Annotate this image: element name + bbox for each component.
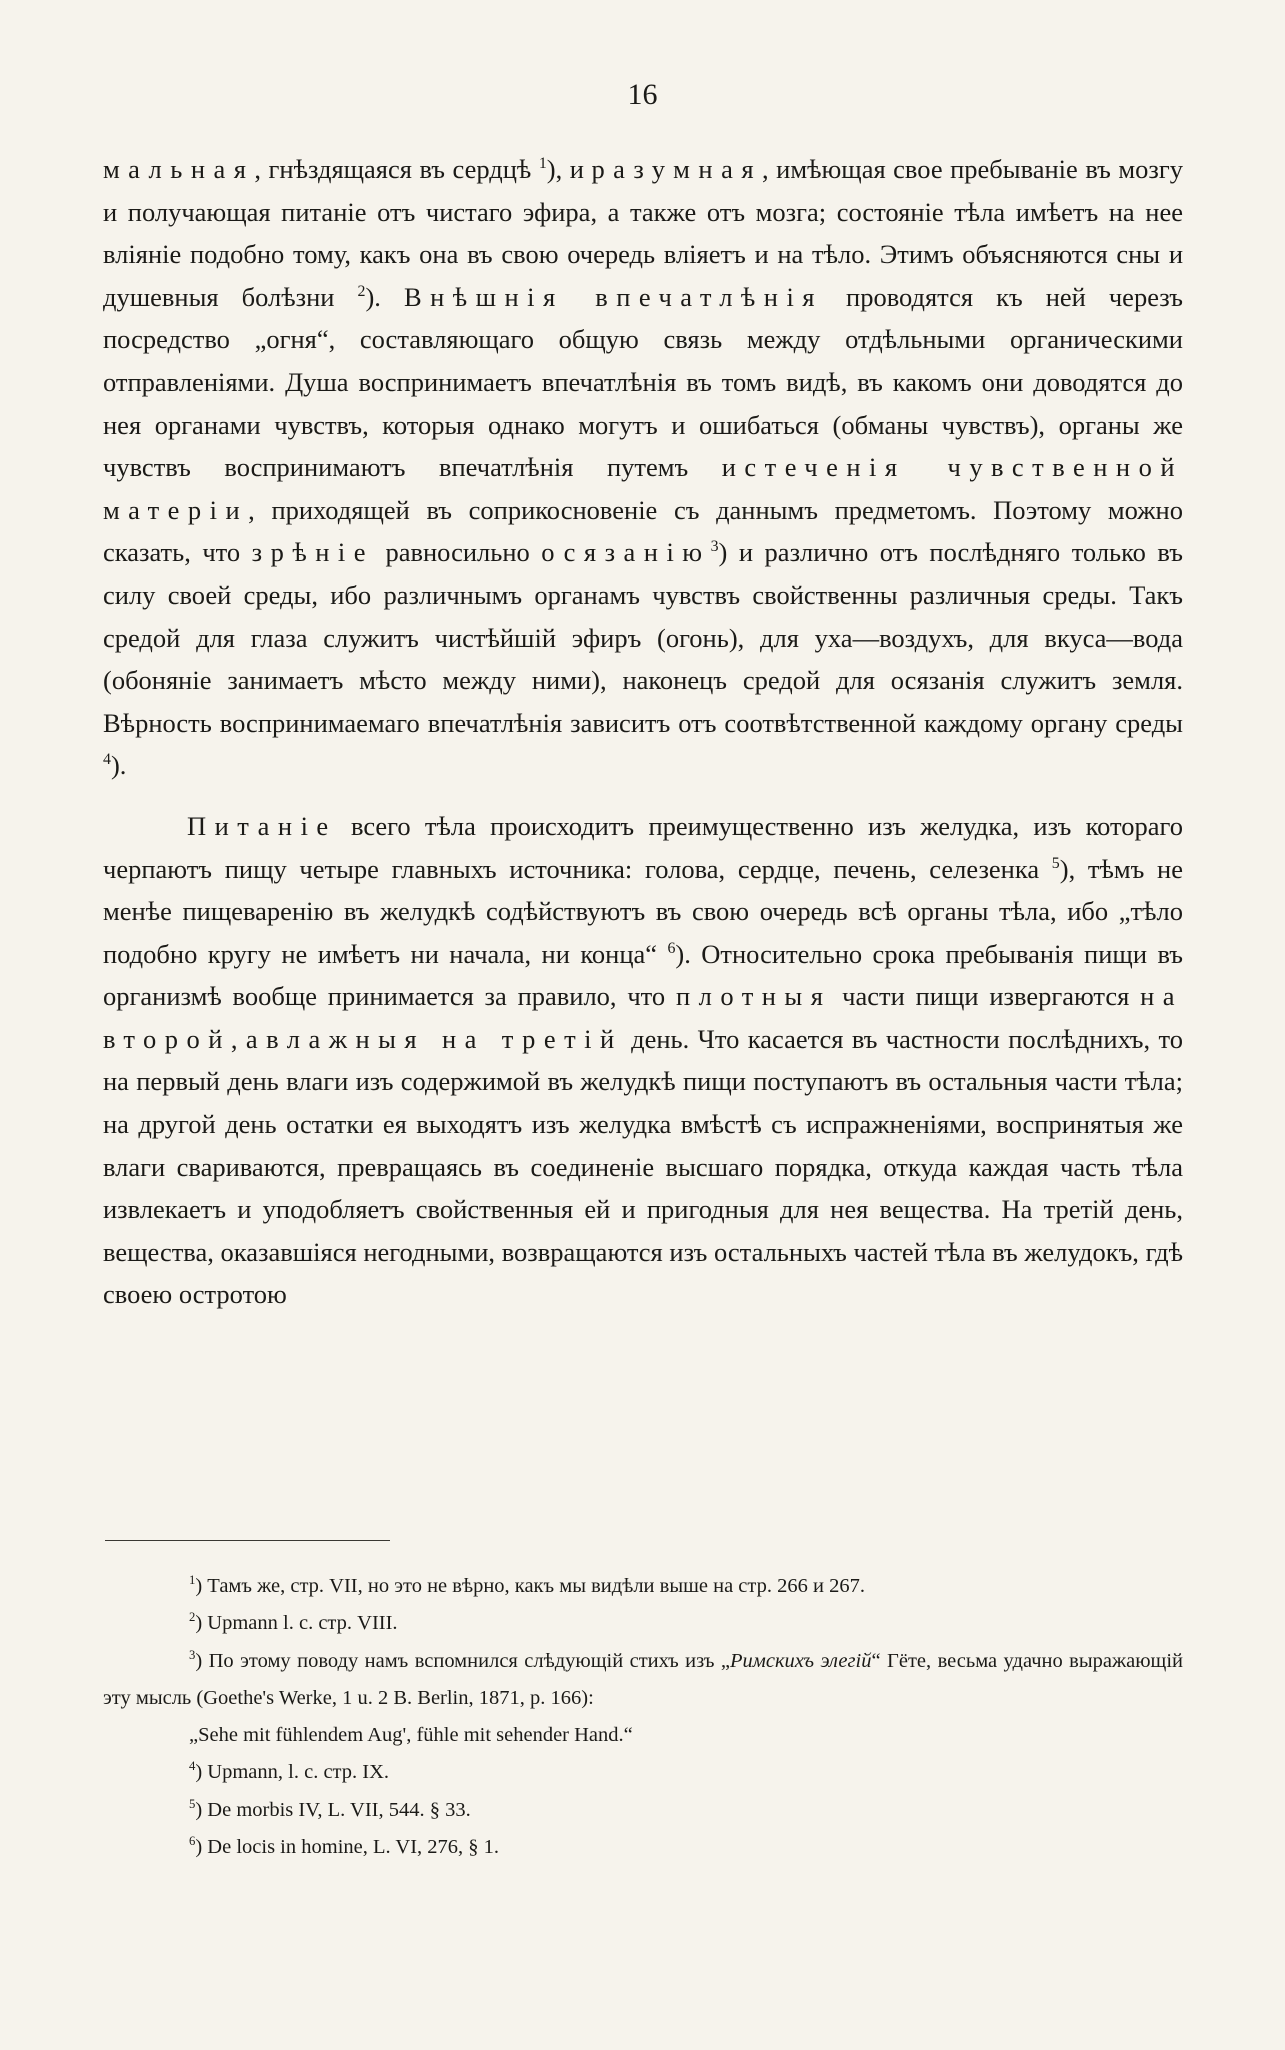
text-run: , приходящей въ соприкосновеніе съ даннымъ предметомъ. Поэтому можно сказать, что: [103, 494, 1183, 568]
footnote-text: ) Upmann l. c. стр. VIII.: [195, 1612, 398, 1635]
footnote-ref: 6: [667, 939, 676, 957]
text-run: , а: [230, 1023, 267, 1054]
spaced-term: Внѣшнія впечатлѣнія: [403, 281, 823, 312]
footnote-ref: 1: [538, 155, 547, 173]
footnote-italic-title: Римскихъ элегій: [730, 1649, 872, 1672]
spaced-term: на второй: [103, 981, 1183, 1054]
footnote-text: ) По этому поводу намъ вспомнился слѣдующій стихъ изъ „: [195, 1649, 730, 1672]
footnotes: [103, 1568, 1183, 1866]
paragraph-soul: [103, 148, 1183, 787]
text-run: равносильно: [373, 537, 542, 568]
footnote-ref: 5: [1051, 854, 1060, 872]
paragraph-nutrition: [103, 805, 1183, 1316]
footnote-quote: „Sehe mit fühlendem Aug', fühle mit sehender Hand.“: [189, 1724, 633, 1747]
spaced-term: влажныя на третій: [266, 1023, 623, 1054]
footnote-text: ) De morbis IV, L. VII, 544. § 33.: [195, 1798, 471, 1821]
footnote-text: ) Upmann, l. c. стр. IX.: [195, 1761, 390, 1784]
footnote-4: [103, 1754, 1183, 1791]
text-run: , имѣющая свое пребываніе въ мозгу и получающая питаніе отъ чистаго эфира, а также отъ мозга; состояніе тѣла имѣетъ на нее вліяніе подобно тому, какъ она въ свою очередь вліяетъ и на тѣло. Этимъ объясняются сны и душевныя болѣзни: [103, 154, 1183, 312]
footnote-divider: [105, 1540, 390, 1541]
text-run: , гнѣздящаяся въ сердцѣ: [254, 154, 539, 184]
footnote-5: [103, 1792, 1183, 1829]
footnote-2: [103, 1605, 1183, 1642]
text-run: всего тѣла происходитъ преимущественно изъ желудка, изъ котораго черпаютъ пищу четыре главныхъ источника: голова, сердце, печень, селезенка: [103, 810, 1183, 884]
text-run: ).: [365, 281, 404, 312]
footnote-mark: 6: [189, 1834, 196, 1849]
footnote-text: “ Гёте, весьма удачно выражающій эту мысль (Goethe's Werke, 1 u. 2 B. Berlin, 1871, p. 166):: [103, 1649, 1184, 1709]
page-number: 16: [627, 78, 658, 111]
spaced-term: зрѣніе: [251, 537, 374, 568]
main-text: [103, 148, 1183, 1316]
footnote-ref: 3: [710, 538, 719, 556]
footnote-mark: 1: [189, 1573, 196, 1588]
footnote-mark: 2: [189, 1610, 196, 1625]
footnote-1: [103, 1568, 1183, 1605]
footnote-text: ) Тамъ же, стр. VII, но это не вѣрно, какъ мы видѣли выше на стр. 266 и 267.: [195, 1575, 865, 1597]
text-run: проводятся къ ней черезъ посредство „огня“, составляющаго общую связь между отдѣльными органическими отправленіями. Душа воспринимаетъ впечатлѣнія въ томъ видѣ, въ какомъ они доводятся до нея органами чувствъ, которыя однако могутъ и ошибаться (обманы чувствъ), органы же чувствъ воспринимаютъ впечатлѣнія путемъ: [103, 281, 1183, 483]
footnote-6: [103, 1829, 1183, 1866]
footnote-mark: 3: [189, 1647, 196, 1662]
spaced-term: Питаніе: [187, 810, 337, 841]
footnote-ref: 4: [103, 751, 111, 769]
spaced-term: истеченія чувственной матеріи: [103, 452, 1183, 525]
text-run: день. Что касается въ частности послѣднихъ, то на первый день влаги изъ содержимой въ желудкѣ пищи поступаютъ въ остальныя части тѣла; на другой день остатки ея выходятъ изъ желудка вмѣстѣ съ испражненіями, воспринятыя же влаги свариваются, превращаясь въ соединеніе высшаго порядка, откуда каждая часть тѣла извлекаетъ и уподобляетъ свойственныя ей и пригодныя для нея вещества. На третій день, вещества, оказавшіяся негодными, возвращаются изъ остальныхъ частей тѣла въ желудокъ, гдѣ своею остротою: [103, 1023, 1184, 1310]
footnote-mark: 4: [189, 1759, 196, 1774]
footnote-3: [103, 1643, 1183, 1718]
text-run: ) и различно отъ послѣдняго только въ силу своей среды, ибо различнымъ органамъ чувствъ свойственны различныя среды. Такъ средой для глаза служитъ чистѣйшій эфиръ (огонь), для уха—воздухъ, для вкуса—вода (обоняніе занимаетъ мѣсто между ними), наконецъ средой для осязанія служитъ земля. Вѣрность воспринимаемаго впечатлѣнія зависитъ отъ соотвѣтственной каждому органу среды: [103, 537, 1183, 738]
text-run: ).: [110, 750, 127, 781]
footnote-text: ) De locis in homine, L. VI, 276, § 1.: [195, 1836, 500, 1859]
text-run: ), и: [546, 154, 592, 184]
text-run: ). Относительно срока пребыванія пищи въ организмѣ вообще принимается за правило, что: [103, 938, 1183, 1012]
spaced-term: осязанію: [541, 537, 711, 568]
text-run: части пищи извергаются: [831, 981, 1141, 1012]
footnote-mark: 5: [189, 1796, 196, 1811]
spaced-term: мальная: [103, 154, 255, 184]
text-run: ), тѣмъ не менѣе пищеваренію въ желудкѣ содѣйствуютъ въ свою очередь всѣ органы тѣла, ибо „тѣло подобно кругу не имѣетъ ни начала, ни конца“: [103, 853, 1183, 969]
footnote-ref: 2: [357, 282, 366, 300]
spaced-term: разумная: [591, 154, 763, 184]
spaced-term: плотныя: [675, 981, 832, 1012]
